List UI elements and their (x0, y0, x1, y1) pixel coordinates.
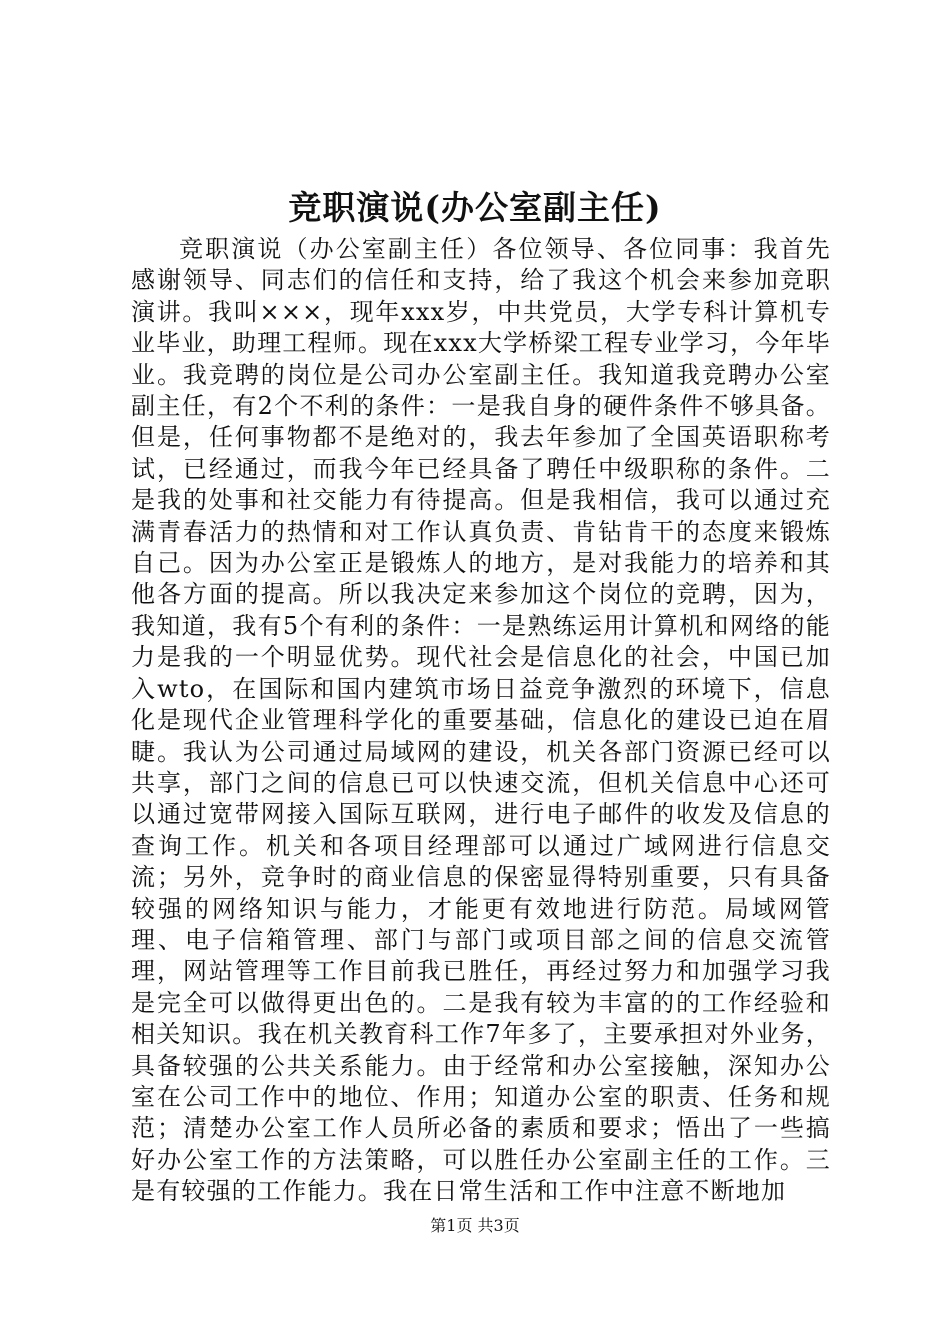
body-paragraph: 竞职演说（办公室副主任）各位领导、各位同事：我首先感谢领导、同志们的信任和支持，给了我这个机会来参加竞职演讲。我叫×××，现年xxx岁，中共党员，大学专科计算机专业毕业，助理工程师。现在xxx大学桥梁工程专业学习，今年毕业。我竞聘的岗位是公司办公室副主任。我知道我竞聘办公室副主任，有2个不利的条件：一是我自身的硬件条件不够具备。但是，任何事物都不是绝对的，我去年参加了全国英语职称考试，已经通过，而我今年已经具备了聘任中级职称的条件。二是我的处事和社交能力有待提高。但是我相信，我可以通过充满青春活力的热情和对工作认真负责、肯钻肯干的态度来锻炼自己。因为办公室正是锻炼人的地方，是对我能力的培养和其他各方面的提高。所以我决定来参加这个岗位的竞聘，因为，我知道，我有5个有利的条件：一是熟练运用计算机和网络的能力是我的一个明显优势。现代社会是信息化的社会，中国已加入wto，在国际和国内建筑市场日益竞争激烈的环境下，信息化是现代企业管理科学化的重要基础，信息化的建设已迫在眉睫。我认为公司通过局域网的建设，机关各部门资源已经可以共享，部门之间的信息已可以快速交流，但机关信息中心还可以通过宽带网接入国际互联网，进行电子邮件的收发及信息的查询工作。机关和各项目经理部可以通过广域网进行信息交流；另外，竞争时的商业信息的保密显得特别重要，只有具备较强的网络知识与能力，才能更有效地进行防范。局域网管理、电子信箱管理、部门与部门或项目部之间的信息交流管理，网站管理等工作目前我已胜任，再经过努力和加强学习我是完全可以做得更出色的。二是我有较为丰富的的工作经验和相关知识。我在机关教育科工作7年多了，主要承担对外业务，具备较强的公共关系能力。由于经常和办公室接触，深知办公室在公司工作中的地位、作用；知道办公室的职责、任务和规范；清楚办公室工作人员所必备的素质和要求；悟出了一些搞好办公室工作的方法策略，可以胜任办公室副主任的工作。三是有较强的工作能力。我在日常生活和工作中注意不断地加 (131, 235, 831, 1206)
page-footer: 第1页 共3页 (430, 1216, 520, 1235)
document-title: 竞职演说(办公室副主任) (288, 188, 662, 227)
